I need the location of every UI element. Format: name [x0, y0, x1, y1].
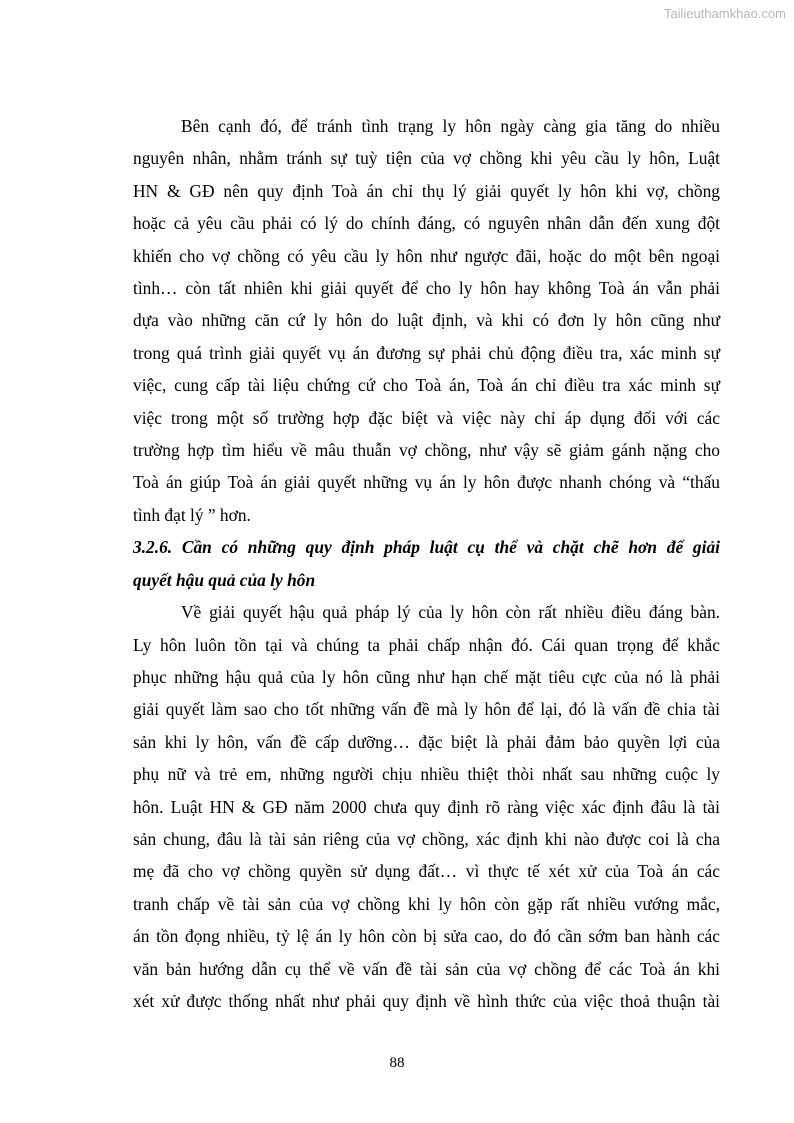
text-line: Ly hôn luôn tồn tại và chúng ta phải chấp nhận đó. Cái quan trọng để khắc: [133, 634, 720, 655]
text-line: phụ nữ và trẻ em, những người chịu nhiều thiệt thòi nhất sau những cuộc ly: [133, 764, 720, 785]
text-line: việc trong một số trường hợp đặc biệt và việc này chỉ áp dụng đối với các: [133, 407, 720, 428]
text-line: hôn. Luật HN & GĐ năm 2000 chưa quy định rõ ràng việc xác định đâu là tài: [133, 796, 720, 817]
text-line: nguyên nhân, nhằm tránh sự tuỳ tiện của vợ chồng khi yêu cầu ly hôn, Luật: [133, 148, 720, 169]
text-line: tình… còn tất nhiên khi giải quyết để cho ly hôn hay không Toà án vẫn phải: [133, 278, 720, 299]
paragraph-1: [133, 110, 720, 531]
text-line: hoặc cả yêu cầu phải có lý do chính đáng, có nguyên nhân dẫn đến xung đột: [133, 213, 720, 234]
text-line: phục những hậu quả của ly hôn cũng như hạn chế mặt tiêu cực của nó là phải: [133, 666, 720, 687]
text-line: giải quyết làm sao cho tốt những vấn đề mà ly hôn để lại, đó là vấn đề chia tài: [133, 699, 720, 720]
text-line: xét xử được thống nhất như phải quy định về hình thức của việc thoả thuận tài: [133, 990, 720, 1011]
text-line: sản chung, đâu là tài sản riêng của vợ chồng, xác định khi nào được coi là cha: [133, 828, 720, 849]
text-line: văn bản hướng dẫn cụ thể về vấn đề tài sản của vợ chồng để các Toà án khi: [133, 958, 720, 979]
watermark: Tailieuthamkhao.com: [663, 6, 786, 21]
text-line: dựa vào những căn cứ ly hôn do luật định, và khi có đơn ly hôn cũng như: [133, 310, 720, 331]
text-line: án tồn đọng nhiều, tỷ lệ án ly hôn còn bị sửa cao, do đó cần sớm ban hành các: [133, 926, 720, 947]
text-line: HN & GĐ nên quy định Toà án chỉ thụ lý giải quyết ly hôn khi vợ, chồng: [133, 180, 720, 201]
text-line: Bên cạnh đó, để tránh tình trạng ly hôn ngày càng gia tăng do nhiều: [181, 116, 720, 136]
text-line: trong quá trình giải quyết vụ án đương sự phải chủ động điều tra, xác minh sự: [133, 342, 720, 363]
page-number: 88: [389, 1055, 405, 1071]
text-line: Về giải quyết hậu quả pháp lý của ly hôn còn rất nhiều điều đáng bàn.: [181, 602, 720, 623]
heading-line: 3.2.6. Cần có những quy định pháp luật cụ thể và chặt chẽ hơn để giải: [133, 537, 720, 558]
text-line: Toà án giúp Toà án giải quyết những vụ án ly hôn được nhanh chóng và “thấu: [133, 472, 720, 493]
paragraph-2: [133, 596, 720, 1017]
text-line: việc, cung cấp tài liệu chứng cứ cho Toà án, Toà án chỉ điều tra xác minh sự: [133, 375, 720, 396]
text-line: mẹ đã cho vợ chồng quyền sử dụng đất… vì thực tế xét xử của Toà án các: [133, 861, 720, 882]
heading-line: quyết hậu quả của ly hôn: [133, 569, 316, 590]
text-line: khiến cho vợ chồng có yêu cầu ly hôn như ngược đãi, hoặc do một bên ngoại: [133, 245, 720, 266]
section-heading: [133, 531, 720, 596]
text-line: sản khi ly hôn, vấn đề cấp dưỡng… đặc biệt là phải đảm bảo quyền lợi của: [133, 731, 720, 752]
text-line: tranh chấp về tài sản của vợ chồng khi ly hôn còn gặp rất nhiều vướng mắc,: [133, 893, 720, 914]
text-line: tình đạt lý ” hơn.: [133, 504, 251, 525]
text-line: trường hợp tìm hiểu về mâu thuẫn vợ chồng, như vậy sẽ giảm gánh nặng cho: [133, 440, 720, 461]
document-body: [133, 110, 720, 1017]
